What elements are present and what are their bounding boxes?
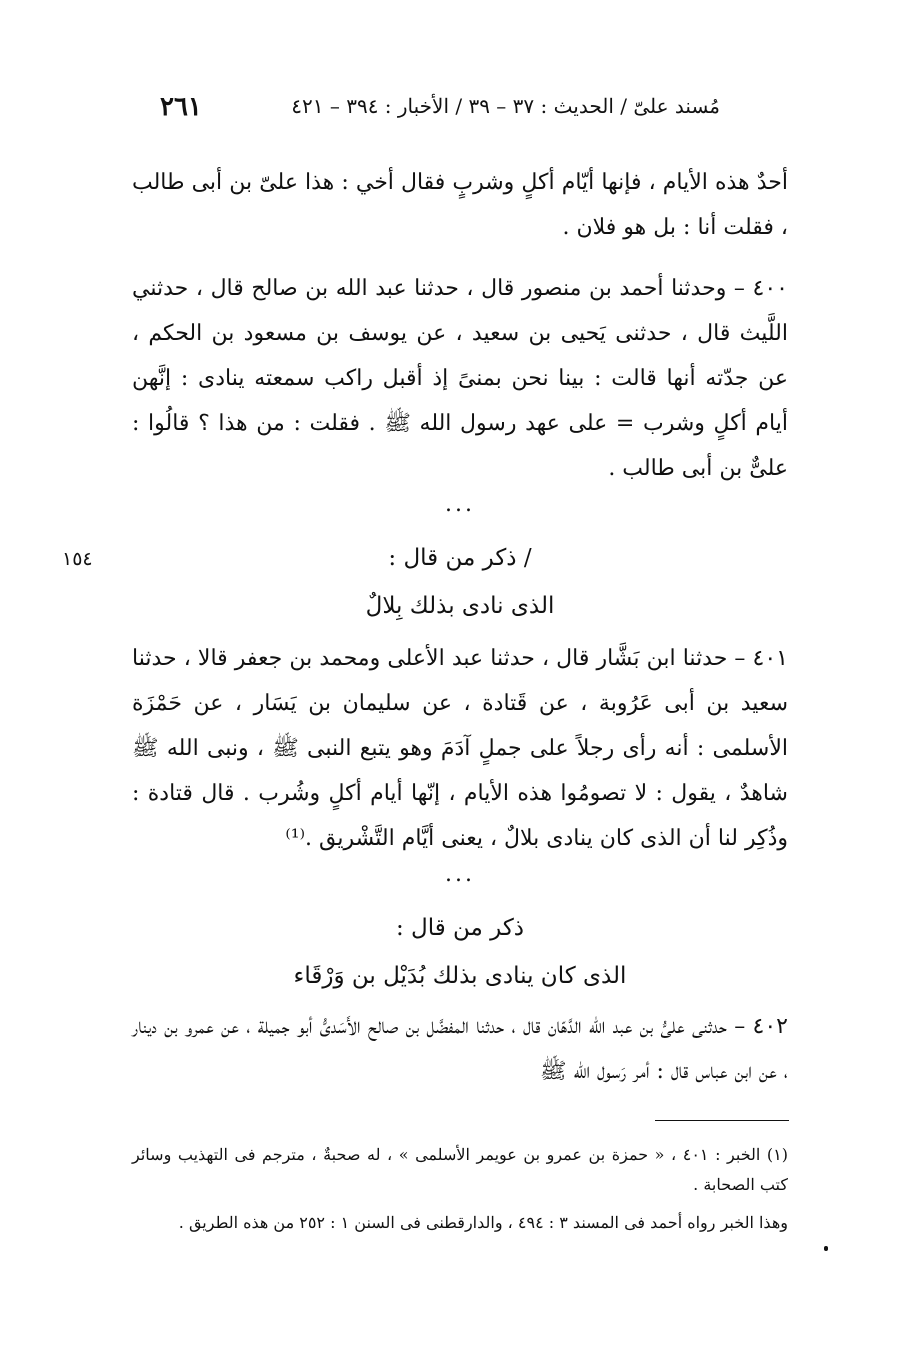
paragraph: ٤٠٢ – حدثنى علىُّ بن عبد الله الدَّهّان قال ، حدثنا المفضَّل بن صالح الأَسَدىُّ أبو جميلة ، عن عمرو بن دينار ، عن ابن عباس قال : أمر رَسول الله ﷺ [132, 1014, 788, 1084]
section-heading [132, 534, 788, 630]
footnote: (١) الخبر : ٤٠١ ، « حمزة بن عمرو بن عويمر الأسلمى » ، له صحبةٌ ، مترجم فى التهذيب وسائر كتب الصحابة . [132, 1145, 788, 1194]
running-header [160, 92, 720, 126]
section-heading [132, 904, 788, 1000]
page-number: ٢٦١ [160, 92, 202, 122]
heading-line: ذكر من قال : [395, 915, 525, 941]
section-separator: ... [445, 492, 475, 517]
margin-page-reference: ١٥٤ [62, 548, 93, 570]
text-block-hadith-400 [132, 266, 788, 491]
footnote: وهذا الخبر رواه أحمد فى المسند ٣ : ٤٩٤ ، والدارقطنى فى السنن ١ : ٢٥٢ من هذه الطريق . [178, 1213, 788, 1232]
heading-line: / ذكر من قال : [388, 545, 532, 571]
section-separator: ... [445, 862, 475, 887]
heading-line: الذى كان ينادى بذلك بُدَيْل بن وَرْقَاء [293, 963, 627, 989]
text-block-hadith-401 [132, 636, 788, 861]
footnotes [132, 1140, 788, 1246]
paragraph: أحدٌ هذه الأيام ، فإنها أيّام أكلٍ وشربٍ فقال أخي : هذا علىّ بن أبى طالب ، فقلت أنا : بل هو فلان . [132, 170, 788, 240]
paragraph: ٤٠١ – حدثنا ابن بَشَّار قال ، حدثنا عبد الأعلى ومحمد بن جعفر قالا ، حدثنا سعيد بن أبى عَرُوبة ، عن قَتادة ، عن سليمان بن يَسَار ، عن حَمْزَة الأسلمى : أنه رأى رجلاً على جملٍ آدَمَ وهو يتبع النبى ﷺ ، ونبى الله ﷺ شاهدٌ ، يقول : لا تصومُوا هذه الأيام ، إنّها أيام أكلٍ وشُرب . قال قتادة : وذُكِر لنا أن الذى كان ينادى بلالٌ ، يعنى أيَّام التَّشْريق .⁽¹⁾ [132, 646, 788, 851]
ink-mark [824, 1246, 828, 1251]
footnote-divider [655, 1120, 789, 1121]
paragraph: ٤٠٠ – وحدثنا أحمد بن منصور قال ، حدثنا عبد الله بن صالح قال ، حدثني اللَّيث قال ، حدثنى يَحيى بن سعيد ، عن يوسف بن مسعود بن الحكم ، عن جدّته أنها قالت : بينا نحن بمنىً إذ أقبل راكب سمعته ينادى : إنَّهن أيام أكلٍ وشرب = على عهد رسول الله ﷺ . فقلت : من هذا ؟ قالُوا : علىٌّ بن أبى طالب . [132, 276, 788, 481]
text-block-hadith-402 [132, 1004, 788, 1094]
text-block-continuation [132, 160, 788, 250]
heading-line: الذى نادى بذلك بِلالٌ [365, 593, 555, 619]
header-title: مُسند علىّ / الحديث : ٣٧ – ٣٩ / الأخبار : ٣٩٤ – ٤٢١ [291, 94, 720, 118]
